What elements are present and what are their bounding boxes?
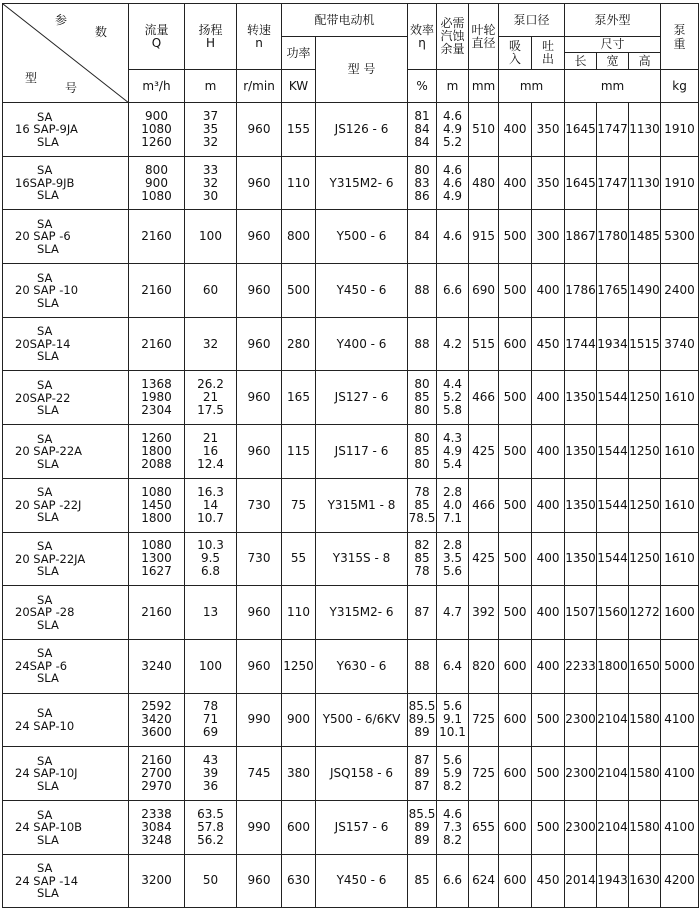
motor-model-cell: JS157 - 6 bbox=[316, 800, 408, 854]
motor-model-cell: Y450 - 6 bbox=[316, 854, 408, 908]
height-cell: 1250 bbox=[629, 425, 661, 479]
npsh-cell: 4.6 4.6 4.9 bbox=[437, 156, 469, 210]
speed-header: 转速 n bbox=[237, 4, 282, 70]
discharge-cell: 400 bbox=[532, 532, 565, 586]
model-cell: SA 20SAP-14 SLA bbox=[3, 317, 129, 371]
height-cell: 1630 bbox=[629, 854, 661, 908]
length-cell: 2014 bbox=[565, 854, 597, 908]
table-row bbox=[3, 532, 699, 586]
npsh-cell: 4.6 4.9 5.2 bbox=[437, 103, 469, 157]
weight-cell: 1910 bbox=[661, 156, 699, 210]
head-cell: 78 71 69 bbox=[185, 693, 237, 747]
length-cell: 2233 bbox=[565, 639, 597, 693]
height-header: 高 bbox=[638, 54, 651, 68]
speed-cell: 960 bbox=[237, 103, 282, 157]
weight-cell: 1910 bbox=[661, 103, 699, 157]
flow-cell: 2160 bbox=[129, 317, 185, 371]
efficiency-cell: 85.5 89.5 89 bbox=[408, 693, 437, 747]
efficiency-cell: 80 85 80 bbox=[408, 371, 437, 425]
unit-weight: kg bbox=[661, 70, 699, 103]
flow-cell: 2160 2700 2970 bbox=[129, 747, 185, 801]
flow-cell: 3200 bbox=[129, 854, 185, 908]
length-cell: 1645 bbox=[565, 103, 597, 157]
weight-header: 泵 重 bbox=[661, 4, 699, 70]
unit-flow: m³/h bbox=[129, 70, 185, 103]
motor-model-cell: Y500 - 6 bbox=[316, 210, 408, 264]
power-cell: 55 bbox=[282, 532, 316, 586]
model-cell: SA 20SAP -28 SLA bbox=[3, 586, 129, 640]
impeller-cell: 915 bbox=[469, 210, 499, 264]
pump-spec-table bbox=[2, 3, 699, 908]
table-row bbox=[3, 371, 699, 425]
head-cell: 33 32 30 bbox=[185, 156, 237, 210]
width-cell: 1943 bbox=[597, 854, 629, 908]
unit-npsh: m bbox=[437, 70, 469, 103]
motor-model-cell: Y630 - 6 bbox=[316, 639, 408, 693]
width-cell: 1560 bbox=[597, 586, 629, 640]
weight-cell: 1610 bbox=[661, 371, 699, 425]
suction-cell: 600 bbox=[499, 800, 532, 854]
size-subheader: 尺寸 长 宽 高 bbox=[565, 37, 661, 70]
table-row bbox=[3, 156, 699, 210]
npsh-cell: 6.6 bbox=[437, 264, 469, 318]
suction-cell: 600 bbox=[499, 317, 532, 371]
weight-cell: 4100 bbox=[661, 747, 699, 801]
efficiency-cell: 84 bbox=[408, 210, 437, 264]
efficiency-cell: 88 bbox=[408, 317, 437, 371]
length-cell: 1786 bbox=[565, 264, 597, 318]
speed-cell: 990 bbox=[237, 693, 282, 747]
length-cell: 1507 bbox=[565, 586, 597, 640]
motor-model-cell: Y500 - 6/6KV bbox=[316, 693, 408, 747]
efficiency-header: 效率 η bbox=[408, 4, 437, 70]
width-cell: 1747 bbox=[597, 156, 629, 210]
npsh-cell: 4.7 bbox=[437, 586, 469, 640]
power-cell: 900 bbox=[282, 693, 316, 747]
efficiency-cell: 80 85 80 bbox=[408, 425, 437, 479]
length-cell: 2300 bbox=[565, 800, 597, 854]
suction-cell: 600 bbox=[499, 747, 532, 801]
height-cell: 1272 bbox=[629, 586, 661, 640]
weight-cell: 1610 bbox=[661, 478, 699, 532]
flow-cell: 2592 3420 3600 bbox=[129, 693, 185, 747]
speed-cell: 960 bbox=[237, 317, 282, 371]
impeller-cell: 425 bbox=[469, 532, 499, 586]
suction-cell: 600 bbox=[499, 693, 532, 747]
power-header: 功率 bbox=[282, 37, 316, 70]
suction-cell: 500 bbox=[499, 264, 532, 318]
discharge-cell: 400 bbox=[532, 586, 565, 640]
width-cell: 2104 bbox=[597, 747, 629, 801]
weight-cell: 2400 bbox=[661, 264, 699, 318]
speed-cell: 730 bbox=[237, 532, 282, 586]
head-cell: 50 bbox=[185, 854, 237, 908]
width-cell: 1544 bbox=[597, 532, 629, 586]
impeller-cell: 725 bbox=[469, 693, 499, 747]
discharge-cell: 500 bbox=[532, 800, 565, 854]
length-cell: 1867 bbox=[565, 210, 597, 264]
suction-cell: 500 bbox=[499, 425, 532, 479]
npsh-cell: 6.4 bbox=[437, 639, 469, 693]
discharge-cell: 400 bbox=[532, 264, 565, 318]
efficiency-cell: 80 83 86 bbox=[408, 156, 437, 210]
npsh-cell: 2.8 4.0 7.1 bbox=[437, 478, 469, 532]
width-header: 宽 bbox=[597, 53, 629, 69]
power-cell: 380 bbox=[282, 747, 316, 801]
suction-cell: 500 bbox=[499, 586, 532, 640]
unit-impeller: mm bbox=[469, 70, 499, 103]
motor-model-cell: Y315M2- 6 bbox=[316, 586, 408, 640]
model-cell: SA 24 SAP -14 SLA bbox=[3, 854, 129, 908]
height-cell: 1515 bbox=[629, 317, 661, 371]
head-cell: 37 35 32 bbox=[185, 103, 237, 157]
suction-cell: 400 bbox=[499, 103, 532, 157]
head-cell: 10.3 9.5 6.8 bbox=[185, 532, 237, 586]
efficiency-cell: 78 85 78.5 bbox=[408, 478, 437, 532]
power-cell: 110 bbox=[282, 156, 316, 210]
outline-group-header: 泵外型 bbox=[565, 4, 661, 37]
table-row bbox=[3, 747, 699, 801]
length-cell: 2300 bbox=[565, 693, 597, 747]
suction-cell: 400 bbox=[499, 156, 532, 210]
length-cell: 1744 bbox=[565, 317, 597, 371]
weight-cell: 5300 bbox=[661, 210, 699, 264]
model-cell: SA 24SAP -6 SLA bbox=[3, 639, 129, 693]
power-cell: 165 bbox=[282, 371, 316, 425]
impeller-cell: 515 bbox=[469, 317, 499, 371]
flow-cell: 2160 bbox=[129, 586, 185, 640]
flow-cell: 2160 bbox=[129, 264, 185, 318]
suction-cell: 600 bbox=[499, 854, 532, 908]
head-cell: 100 bbox=[185, 210, 237, 264]
height-cell: 1250 bbox=[629, 532, 661, 586]
unit-speed: r/min bbox=[237, 70, 282, 103]
suction-header: 吸 入 bbox=[499, 37, 532, 70]
width-cell: 1934 bbox=[597, 317, 629, 371]
height-cell: 1580 bbox=[629, 747, 661, 801]
speed-cell: 745 bbox=[237, 747, 282, 801]
unit-size: mm bbox=[565, 70, 661, 103]
efficiency-cell: 85.5 89 89 bbox=[408, 800, 437, 854]
npsh-cell: 4.6 7.3 8.2 bbox=[437, 800, 469, 854]
motor-model-cell: Y315M2- 6 bbox=[316, 156, 408, 210]
table-row bbox=[3, 425, 699, 479]
weight-cell: 1600 bbox=[661, 586, 699, 640]
flow-cell: 1080 1450 1800 bbox=[129, 478, 185, 532]
model-cell: SA 20SAP-22 SLA bbox=[3, 371, 129, 425]
flow-header: 流量 Q bbox=[129, 4, 185, 70]
height-cell: 1130 bbox=[629, 156, 661, 210]
speed-cell: 990 bbox=[237, 800, 282, 854]
unit-power: KW bbox=[282, 70, 316, 103]
npsh-cell: 5.6 9.1 10.1 bbox=[437, 693, 469, 747]
impeller-cell: 480 bbox=[469, 156, 499, 210]
table-row bbox=[3, 103, 699, 157]
model-cell: SA 20 SAP -6 SLA bbox=[3, 210, 129, 264]
discharge-header: 吐 出 bbox=[532, 37, 565, 70]
height-cell: 1580 bbox=[629, 693, 661, 747]
npsh-cell: 4.3 4.9 5.4 bbox=[437, 425, 469, 479]
width-cell: 1765 bbox=[597, 264, 629, 318]
suction-cell: 500 bbox=[499, 371, 532, 425]
flow-cell: 2338 3084 3248 bbox=[129, 800, 185, 854]
motor-model-cell: JS126 - 6 bbox=[316, 103, 408, 157]
npsh-cell: 4.2 bbox=[437, 317, 469, 371]
impeller-cell: 624 bbox=[469, 854, 499, 908]
motor-group-header: 配带电动机 bbox=[282, 4, 408, 37]
motor-model-cell: JS127 - 6 bbox=[316, 371, 408, 425]
impeller-cell: 655 bbox=[469, 800, 499, 854]
speed-cell: 960 bbox=[237, 854, 282, 908]
head-cell: 63.5 57.8 56.2 bbox=[185, 800, 237, 854]
speed-cell: 960 bbox=[237, 586, 282, 640]
motor-model-cell: Y315M1 - 8 bbox=[316, 478, 408, 532]
discharge-cell: 350 bbox=[532, 156, 565, 210]
impeller-cell: 820 bbox=[469, 639, 499, 693]
width-cell: 1800 bbox=[597, 639, 629, 693]
speed-cell: 960 bbox=[237, 210, 282, 264]
width-cell: 1544 bbox=[597, 425, 629, 479]
speed-cell: 960 bbox=[237, 264, 282, 318]
table-row bbox=[3, 639, 699, 693]
model-cell: SA 20 SAP-22A SLA bbox=[3, 425, 129, 479]
width-cell: 2104 bbox=[597, 800, 629, 854]
model-cell: SA 24 SAP-10B SLA bbox=[3, 800, 129, 854]
model-cell: SA 20 SAP -22J SLA bbox=[3, 478, 129, 532]
motor-model-cell: JS117 - 6 bbox=[316, 425, 408, 479]
width-cell: 1544 bbox=[597, 371, 629, 425]
model-cell: SA 24 SAP-10J SLA bbox=[3, 747, 129, 801]
efficiency-cell: 82 85 78 bbox=[408, 532, 437, 586]
suction-cell: 500 bbox=[499, 532, 532, 586]
power-cell: 115 bbox=[282, 425, 316, 479]
height-cell: 1580 bbox=[629, 800, 661, 854]
power-cell: 110 bbox=[282, 586, 316, 640]
motor-model-cell: Y400 - 6 bbox=[316, 317, 408, 371]
impeller-cell: 466 bbox=[469, 371, 499, 425]
param-model-corner-cell bbox=[3, 4, 129, 103]
model-cell: SA 20 SAP-22JA SLA bbox=[3, 532, 129, 586]
weight-cell: 4100 bbox=[661, 693, 699, 747]
weight-cell: 1610 bbox=[661, 532, 699, 586]
efficiency-cell: 88 bbox=[408, 264, 437, 318]
length-cell: 1350 bbox=[565, 532, 597, 586]
head-header: 扬程 H bbox=[185, 4, 237, 70]
power-cell: 630 bbox=[282, 854, 316, 908]
efficiency-cell: 87 bbox=[408, 586, 437, 640]
speed-cell: 960 bbox=[237, 425, 282, 479]
suction-cell: 500 bbox=[499, 478, 532, 532]
table-row bbox=[3, 586, 699, 640]
impeller-cell: 690 bbox=[469, 264, 499, 318]
head-cell: 100 bbox=[185, 639, 237, 693]
power-cell: 800 bbox=[282, 210, 316, 264]
speed-cell: 960 bbox=[237, 639, 282, 693]
power-cell: 500 bbox=[282, 264, 316, 318]
unit-efficiency: % bbox=[408, 70, 437, 103]
discharge-cell: 450 bbox=[532, 854, 565, 908]
flow-cell: 900 1080 1260 bbox=[129, 103, 185, 157]
discharge-cell: 500 bbox=[532, 693, 565, 747]
table-row bbox=[3, 478, 699, 532]
impeller-cell: 425 bbox=[469, 425, 499, 479]
efficiency-cell: 85 bbox=[408, 854, 437, 908]
discharge-cell: 350 bbox=[532, 103, 565, 157]
flow-cell: 3240 bbox=[129, 639, 185, 693]
head-cell: 60 bbox=[185, 264, 237, 318]
efficiency-cell: 88 bbox=[408, 639, 437, 693]
motor-model-header: 型 号 bbox=[316, 37, 408, 103]
width-cell: 1780 bbox=[597, 210, 629, 264]
power-cell: 75 bbox=[282, 478, 316, 532]
height-cell: 1490 bbox=[629, 264, 661, 318]
length-cell: 1350 bbox=[565, 425, 597, 479]
width-cell: 1747 bbox=[597, 103, 629, 157]
npsh-cell: 2.8 3.5 5.6 bbox=[437, 532, 469, 586]
power-cell: 155 bbox=[282, 103, 316, 157]
discharge-cell: 300 bbox=[532, 210, 565, 264]
port-group-header: 泵口径 bbox=[499, 4, 565, 37]
height-cell: 1250 bbox=[629, 371, 661, 425]
flow-cell: 2160 bbox=[129, 210, 185, 264]
weight-cell: 4200 bbox=[661, 854, 699, 908]
power-cell: 280 bbox=[282, 317, 316, 371]
discharge-cell: 400 bbox=[532, 639, 565, 693]
impeller-cell: 392 bbox=[469, 586, 499, 640]
height-cell: 1650 bbox=[629, 639, 661, 693]
impeller-cell: 466 bbox=[469, 478, 499, 532]
npsh-header: 必需 汽蚀 余量 bbox=[437, 4, 469, 70]
length-cell: 2300 bbox=[565, 747, 597, 801]
flow-cell: 1368 1980 2304 bbox=[129, 371, 185, 425]
height-cell: 1250 bbox=[629, 478, 661, 532]
height-cell: 1130 bbox=[629, 103, 661, 157]
impeller-cell: 510 bbox=[469, 103, 499, 157]
table-row bbox=[3, 210, 699, 264]
head-cell: 16.3 14 10.7 bbox=[185, 478, 237, 532]
npsh-cell: 5.6 5.9 8.2 bbox=[437, 747, 469, 801]
unit-head: m bbox=[185, 70, 237, 103]
speed-cell: 960 bbox=[237, 371, 282, 425]
weight-cell: 5000 bbox=[661, 639, 699, 693]
power-cell: 1250 bbox=[282, 639, 316, 693]
npsh-cell: 6.6 bbox=[437, 854, 469, 908]
model-cell: SA 16 SAP-9JA SLA bbox=[3, 103, 129, 157]
table-row bbox=[3, 854, 699, 908]
discharge-cell: 400 bbox=[532, 478, 565, 532]
speed-cell: 960 bbox=[237, 156, 282, 210]
discharge-cell: 400 bbox=[532, 371, 565, 425]
impeller-cell: 725 bbox=[469, 747, 499, 801]
discharge-cell: 450 bbox=[532, 317, 565, 371]
weight-cell: 4100 bbox=[661, 800, 699, 854]
flow-cell: 800 900 1080 bbox=[129, 156, 185, 210]
head-cell: 32 bbox=[185, 317, 237, 371]
param-label-2: 数 bbox=[95, 25, 108, 39]
impeller-header: 叶轮 直径 bbox=[469, 4, 499, 70]
unit-port: mm bbox=[499, 70, 565, 103]
length-header: 长 bbox=[565, 53, 597, 69]
param-label-1: 参 bbox=[55, 13, 68, 27]
npsh-cell: 4.6 bbox=[437, 210, 469, 264]
model-cell: SA 20 SAP -10 SLA bbox=[3, 264, 129, 318]
suction-cell: 500 bbox=[499, 210, 532, 264]
height-cell: 1485 bbox=[629, 210, 661, 264]
length-cell: 1350 bbox=[565, 371, 597, 425]
table-row bbox=[3, 800, 699, 854]
model-label-1: 型 bbox=[25, 71, 38, 85]
suction-cell: 600 bbox=[499, 639, 532, 693]
table-row bbox=[3, 264, 699, 318]
speed-cell: 730 bbox=[237, 478, 282, 532]
model-label-2: 号 bbox=[65, 81, 78, 95]
weight-cell: 3740 bbox=[661, 317, 699, 371]
discharge-cell: 500 bbox=[532, 747, 565, 801]
table-row bbox=[3, 693, 699, 747]
head-cell: 21 16 12.4 bbox=[185, 425, 237, 479]
weight-cell: 1610 bbox=[661, 425, 699, 479]
power-cell: 600 bbox=[282, 800, 316, 854]
efficiency-cell: 87 89 87 bbox=[408, 747, 437, 801]
length-cell: 1645 bbox=[565, 156, 597, 210]
flow-cell: 1080 1300 1627 bbox=[129, 532, 185, 586]
discharge-cell: 400 bbox=[532, 425, 565, 479]
length-cell: 1350 bbox=[565, 478, 597, 532]
head-cell: 43 39 36 bbox=[185, 747, 237, 801]
model-cell: SA 24 SAP-10 bbox=[3, 693, 129, 747]
head-cell: 26.2 21 17.5 bbox=[185, 371, 237, 425]
table-row bbox=[3, 317, 699, 371]
model-cell: SA 16SAP-9JB SLA bbox=[3, 156, 129, 210]
motor-model-cell: Y315S - 8 bbox=[316, 532, 408, 586]
head-cell: 13 bbox=[185, 586, 237, 640]
motor-model-cell: JSQ158 - 6 bbox=[316, 747, 408, 801]
npsh-cell: 4.4 5.2 5.8 bbox=[437, 371, 469, 425]
width-cell: 1544 bbox=[597, 478, 629, 532]
efficiency-cell: 81 84 84 bbox=[408, 103, 437, 157]
motor-model-cell: Y450 - 6 bbox=[316, 264, 408, 318]
width-cell: 2104 bbox=[597, 693, 629, 747]
flow-cell: 1260 1800 2088 bbox=[129, 425, 185, 479]
